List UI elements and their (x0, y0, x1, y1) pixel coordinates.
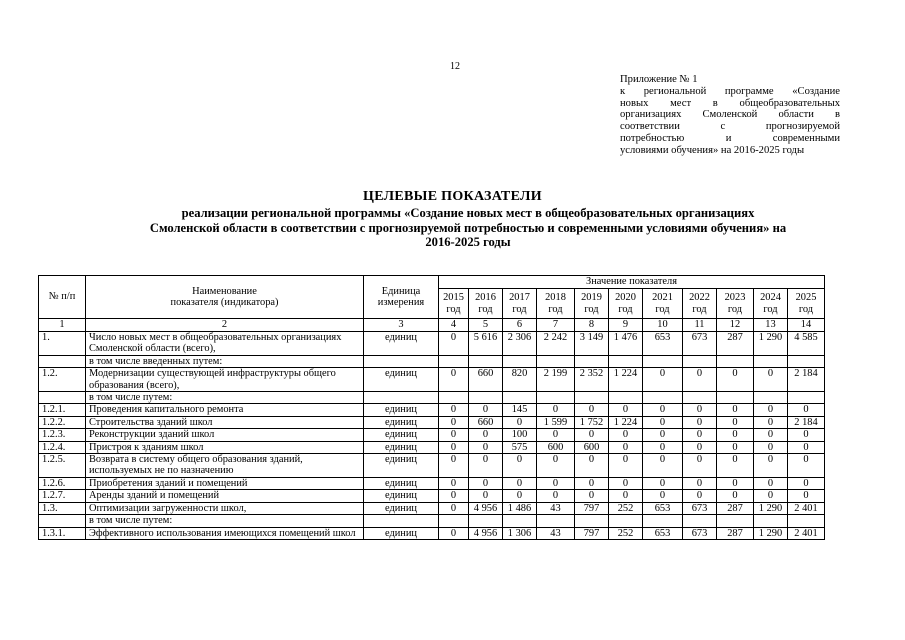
row-value: 653 (643, 502, 683, 514)
row-value: 0 (683, 416, 717, 428)
row-unit: единиц (364, 429, 439, 441)
row-number: 1.2. (39, 368, 86, 392)
appendix-line: организациях Смоленской области в (620, 109, 840, 121)
row-value (575, 355, 609, 367)
row-value: 0 (683, 404, 717, 416)
row-value: 287 (717, 527, 754, 539)
header-year-value: 2023 (724, 292, 746, 304)
row-value: 0 (754, 454, 788, 478)
row-value: 0 (683, 368, 717, 392)
row-indicator-name: Проведения капитального ремонта (86, 404, 364, 416)
header-num (39, 276, 86, 319)
row-value: 0 (609, 454, 643, 478)
document-title: ЦЕЛЕВЫЕ ПОКАЗАТЕЛИ (363, 189, 542, 204)
row-value: 1 306 (503, 527, 537, 539)
row-value: 0 (609, 404, 643, 416)
header-year-word: год (446, 303, 461, 315)
row-value: 0 (503, 416, 537, 428)
row-value: 0 (439, 477, 469, 489)
row-number: 1.2.1. (39, 404, 86, 416)
row-unit: единиц (364, 441, 439, 453)
row-unit: единиц (364, 404, 439, 416)
row-value (609, 392, 643, 404)
row-value: 0 (537, 477, 575, 489)
row-value: 0 (469, 477, 503, 489)
row-value (537, 392, 575, 404)
row-value: 0 (575, 477, 609, 489)
row-value: 4 585 (788, 332, 825, 356)
row-value (683, 392, 717, 404)
column-index: 10 (643, 319, 683, 332)
row-value: 0 (754, 368, 788, 392)
row-value (469, 392, 503, 404)
column-index: 9 (609, 319, 643, 332)
row-value: 673 (683, 527, 717, 539)
row-value (717, 515, 754, 527)
row-unit: единиц (364, 527, 439, 539)
row-value: 797 (575, 502, 609, 514)
table-row (39, 527, 825, 539)
row-value: 0 (469, 429, 503, 441)
row-unit: единиц (364, 477, 439, 489)
row-number (39, 515, 86, 527)
row-value (503, 515, 537, 527)
row-value (754, 392, 788, 404)
row-unit: единиц (364, 490, 439, 502)
header-year-value: 2017 (509, 292, 530, 304)
row-value: 2 401 (788, 502, 825, 514)
column-index: 8 (575, 319, 609, 332)
row-value: 43 (537, 502, 575, 514)
row-indicator-name: Возврата в систему общего образования зданий, используемых не по назначению (86, 454, 364, 478)
subtitle-line: 2016-2025 годы (425, 235, 511, 250)
row-indicator-name: Аренды зданий и помещений (86, 490, 364, 502)
row-value: 0 (643, 441, 683, 453)
header-year-word: год (548, 303, 563, 315)
row-value: 0 (788, 454, 825, 478)
row-value: 0 (683, 454, 717, 478)
row-value: 0 (439, 454, 469, 478)
row-value: 0 (717, 454, 754, 478)
row-value: 0 (575, 454, 609, 478)
appendix-line: Приложение № 1 (620, 74, 698, 85)
row-indicator-name: Оптимизации загруженности школ, (86, 502, 364, 514)
row-value: 0 (439, 404, 469, 416)
row-value: 1 290 (754, 332, 788, 356)
row-unit (364, 392, 439, 404)
row-value: 0 (683, 477, 717, 489)
row-value: 0 (643, 454, 683, 478)
row-value: 43 (537, 527, 575, 539)
row-unit (364, 355, 439, 367)
row-value (683, 355, 717, 367)
row-value: 2 352 (575, 368, 609, 392)
row-value: 1 224 (609, 416, 643, 428)
row-value: 575 (503, 441, 537, 453)
column-index: 5 (469, 319, 503, 332)
row-indicator-name: в том числе введенных путем: (86, 355, 364, 367)
row-value (537, 355, 575, 367)
row-value: 0 (717, 404, 754, 416)
header-year (643, 289, 683, 319)
row-value: 0 (537, 429, 575, 441)
row-value: 0 (439, 368, 469, 392)
row-number: 1. (39, 332, 86, 356)
header-year-value: 2021 (652, 292, 673, 304)
row-value: 3 149 (575, 332, 609, 356)
column-index: 1 (39, 319, 86, 332)
row-value: 252 (609, 502, 643, 514)
row-number: 1.2.3. (39, 429, 86, 441)
row-value (469, 355, 503, 367)
row-value: 1 290 (754, 502, 788, 514)
row-value (609, 355, 643, 367)
table-row (39, 416, 825, 428)
subtitle-line: Смоленской области в соответствии с прогнозируемой потребностью и современными условиями обучения» на (149, 220, 787, 235)
row-value: 2 306 (503, 332, 537, 356)
row-value: 1 290 (754, 527, 788, 539)
row-value: 0 (683, 429, 717, 441)
row-value: 600 (537, 441, 575, 453)
header-year-value: 2019 (581, 292, 602, 304)
row-indicator-name: Реконструкции зданий школ (86, 429, 364, 441)
row-value (575, 515, 609, 527)
row-indicator-name: Модернизации существующей инфраструктуры общего образования (всего), (86, 368, 364, 392)
row-value: 0 (754, 490, 788, 502)
row-value: 0 (537, 404, 575, 416)
row-value (469, 515, 503, 527)
table-row (39, 502, 825, 514)
appendix-line: к региональной программе «Создание (620, 85, 840, 97)
row-value: 1 599 (537, 416, 575, 428)
row-value: 0 (575, 404, 609, 416)
column-index: 4 (439, 319, 469, 332)
header-name (86, 276, 364, 319)
table-row (39, 355, 825, 367)
column-index: 3 (364, 319, 439, 332)
header-year (537, 289, 575, 319)
row-value: 820 (503, 368, 537, 392)
row-value: 0 (717, 368, 754, 392)
row-number: 1.2.7. (39, 490, 86, 502)
header-year-word: год (478, 303, 493, 315)
row-value (643, 355, 683, 367)
row-value: 2 199 (537, 368, 575, 392)
row-value: 673 (683, 332, 717, 356)
row-value: 0 (754, 416, 788, 428)
header-year-word: год (584, 303, 599, 315)
row-value: 0 (788, 404, 825, 416)
row-value: 0 (754, 429, 788, 441)
row-number: 1.2.5. (39, 454, 86, 478)
column-index: 7 (537, 319, 575, 332)
header-year-value: 2018 (545, 292, 566, 304)
row-value: 0 (788, 490, 825, 502)
row-value: 252 (609, 527, 643, 539)
row-number: 1.3. (39, 502, 86, 514)
row-value: 1 224 (609, 368, 643, 392)
row-indicator-name: Число новых мест в общеобразовательных организациях Смоленской области (всего), (86, 332, 364, 356)
row-value: 673 (683, 502, 717, 514)
header-value-group: Значение показателя (439, 276, 825, 289)
row-value (439, 392, 469, 404)
row-value: 0 (609, 429, 643, 441)
row-value: 0 (575, 490, 609, 502)
header-year-value: 2020 (615, 292, 636, 304)
header-unit-text: Единица (381, 285, 421, 297)
row-value (643, 515, 683, 527)
header-year (575, 289, 609, 319)
row-value: 653 (643, 527, 683, 539)
header-unit (364, 276, 439, 319)
header-num-text: № п/п (48, 291, 76, 303)
header-year-word: год (655, 303, 670, 315)
table-row (39, 441, 825, 453)
row-number: 1.2.4. (39, 441, 86, 453)
header-year (439, 289, 469, 319)
header-year-value: 2022 (689, 292, 710, 304)
header-year (503, 289, 537, 319)
row-value (683, 515, 717, 527)
row-value (439, 515, 469, 527)
row-value: 0 (754, 477, 788, 489)
row-value (788, 355, 825, 367)
row-indicator-name: Строительства зданий школ (86, 416, 364, 428)
document-subtitle (88, 206, 848, 250)
row-value: 0 (609, 477, 643, 489)
row-indicator-name: Эффективного использования имеющихся помещений школ (86, 527, 364, 539)
row-value (503, 355, 537, 367)
header-year-word: год (512, 303, 527, 315)
row-value: 0 (609, 441, 643, 453)
row-value: 2 242 (537, 332, 575, 356)
row-value (609, 515, 643, 527)
row-number: 1.3.1. (39, 527, 86, 539)
row-unit (364, 515, 439, 527)
row-indicator-name: в том числе путем: (86, 392, 364, 404)
row-value: 0 (683, 490, 717, 502)
row-value: 2 184 (788, 416, 825, 428)
table-row (39, 429, 825, 441)
row-value: 0 (439, 416, 469, 428)
row-value: 287 (717, 332, 754, 356)
row-value: 0 (754, 404, 788, 416)
row-value (788, 515, 825, 527)
row-value: 0 (788, 441, 825, 453)
row-number: 1.2.2. (39, 416, 86, 428)
row-value: 5 616 (469, 332, 503, 356)
row-unit: единиц (364, 416, 439, 428)
row-value: 0 (788, 477, 825, 489)
column-index: 13 (754, 319, 788, 332)
header-year-value: 2025 (795, 292, 817, 304)
row-indicator-name: Приобретения зданий и помещений (86, 477, 364, 489)
row-value: 0 (439, 502, 469, 514)
row-value: 1 486 (503, 502, 537, 514)
row-value (717, 355, 754, 367)
row-value: 0 (503, 454, 537, 478)
row-value: 0 (503, 490, 537, 502)
header-year (469, 289, 503, 319)
row-value: 0 (717, 429, 754, 441)
row-value: 0 (643, 429, 683, 441)
row-value (575, 392, 609, 404)
header-year-word: год (798, 303, 814, 315)
row-value: 2 401 (788, 527, 825, 539)
header-year-value: 2016 (475, 292, 496, 304)
table-row (39, 332, 825, 356)
row-value: 0 (643, 404, 683, 416)
row-number (39, 392, 86, 404)
row-value: 2 184 (788, 368, 825, 392)
row-number: 1.2.6. (39, 477, 86, 489)
row-value: 0 (643, 368, 683, 392)
row-value: 600 (575, 441, 609, 453)
row-value: 1 752 (575, 416, 609, 428)
header-year (683, 289, 717, 319)
appendix-note (620, 74, 840, 157)
row-value: 100 (503, 429, 537, 441)
row-value: 797 (575, 527, 609, 539)
row-value: 653 (643, 332, 683, 356)
row-value: 0 (643, 416, 683, 428)
row-unit: единиц (364, 368, 439, 392)
row-value: 0 (469, 454, 503, 478)
table-row (39, 368, 825, 392)
row-value: 145 (503, 404, 537, 416)
row-value (537, 515, 575, 527)
row-value (503, 392, 537, 404)
appendix-line: условиями обучения» на 2016-2025 годы (620, 144, 805, 156)
row-value: 4 956 (469, 502, 503, 514)
row-value: 660 (469, 416, 503, 428)
row-value (754, 355, 788, 367)
header-year-word: год (692, 303, 707, 315)
row-value: 0 (469, 441, 503, 453)
row-value: 0 (609, 490, 643, 502)
row-value: 287 (717, 502, 754, 514)
header-unit-text: измерения (377, 297, 425, 308)
subtitle-line: реализации региональной программы «Создание новых мест в общеобразовательных организациях (181, 206, 755, 220)
row-value: 0 (503, 477, 537, 489)
table-row (39, 477, 825, 489)
row-value: 0 (788, 429, 825, 441)
row-value (788, 392, 825, 404)
appendix-line: соответствии с прогнозируемой (620, 121, 840, 133)
page-number: 12 (450, 61, 460, 72)
appendix-line: потребностью и современными (620, 132, 840, 144)
table-row (39, 490, 825, 502)
header-year-value: 2015 (443, 292, 464, 304)
row-value (717, 392, 754, 404)
row-indicator-name: Пристроя к зданиям школ (86, 441, 364, 453)
table-row (39, 404, 825, 416)
column-index: 11 (683, 319, 717, 332)
header-year (788, 289, 825, 319)
row-indicator-name: в том числе путем: (86, 515, 364, 527)
column-index: 2 (86, 319, 364, 332)
header-row (39, 276, 825, 289)
row-value: 0 (717, 416, 754, 428)
column-index: 12 (717, 319, 754, 332)
header-year (609, 289, 643, 319)
row-number (39, 355, 86, 367)
row-value: 0 (643, 477, 683, 489)
row-value: 0 (439, 490, 469, 502)
row-unit: единиц (364, 332, 439, 356)
row-unit: единиц (364, 502, 439, 514)
row-value: 0 (717, 477, 754, 489)
indicators-table (38, 275, 825, 540)
header-name-text: показателя (индикатора) (170, 297, 279, 308)
row-value (643, 392, 683, 404)
table-row (39, 454, 825, 478)
column-index: 14 (788, 319, 825, 332)
row-value (439, 355, 469, 367)
row-value: 0 (575, 429, 609, 441)
table-row (39, 392, 825, 404)
row-value: 0 (439, 429, 469, 441)
column-index-row (39, 319, 825, 332)
header-name-text: Наименование (192, 285, 257, 297)
row-value (754, 515, 788, 527)
column-index: 6 (503, 319, 537, 332)
row-value: 0 (537, 454, 575, 478)
row-value: 0 (439, 332, 469, 356)
header-year (717, 289, 754, 319)
row-value: 4 956 (469, 527, 503, 539)
appendix-line: новых мест в общеобразовательных (620, 97, 840, 109)
header-year-word: год (618, 303, 633, 315)
row-value: 0 (439, 527, 469, 539)
header-year-word: год (763, 303, 778, 315)
row-value: 0 (469, 404, 503, 416)
header-year-word: год (727, 303, 743, 315)
header-year-value: 2024 (760, 292, 781, 304)
row-value: 1 476 (609, 332, 643, 356)
row-value: 0 (439, 441, 469, 453)
row-unit: единиц (364, 454, 439, 478)
row-value: 0 (469, 490, 503, 502)
row-value: 0 (717, 490, 754, 502)
row-value: 0 (537, 490, 575, 502)
row-value: 0 (754, 441, 788, 453)
row-value: 0 (717, 441, 754, 453)
table-row (39, 515, 825, 527)
row-value: 0 (643, 490, 683, 502)
row-value: 660 (469, 368, 503, 392)
header-year (754, 289, 788, 319)
row-value: 0 (683, 441, 717, 453)
